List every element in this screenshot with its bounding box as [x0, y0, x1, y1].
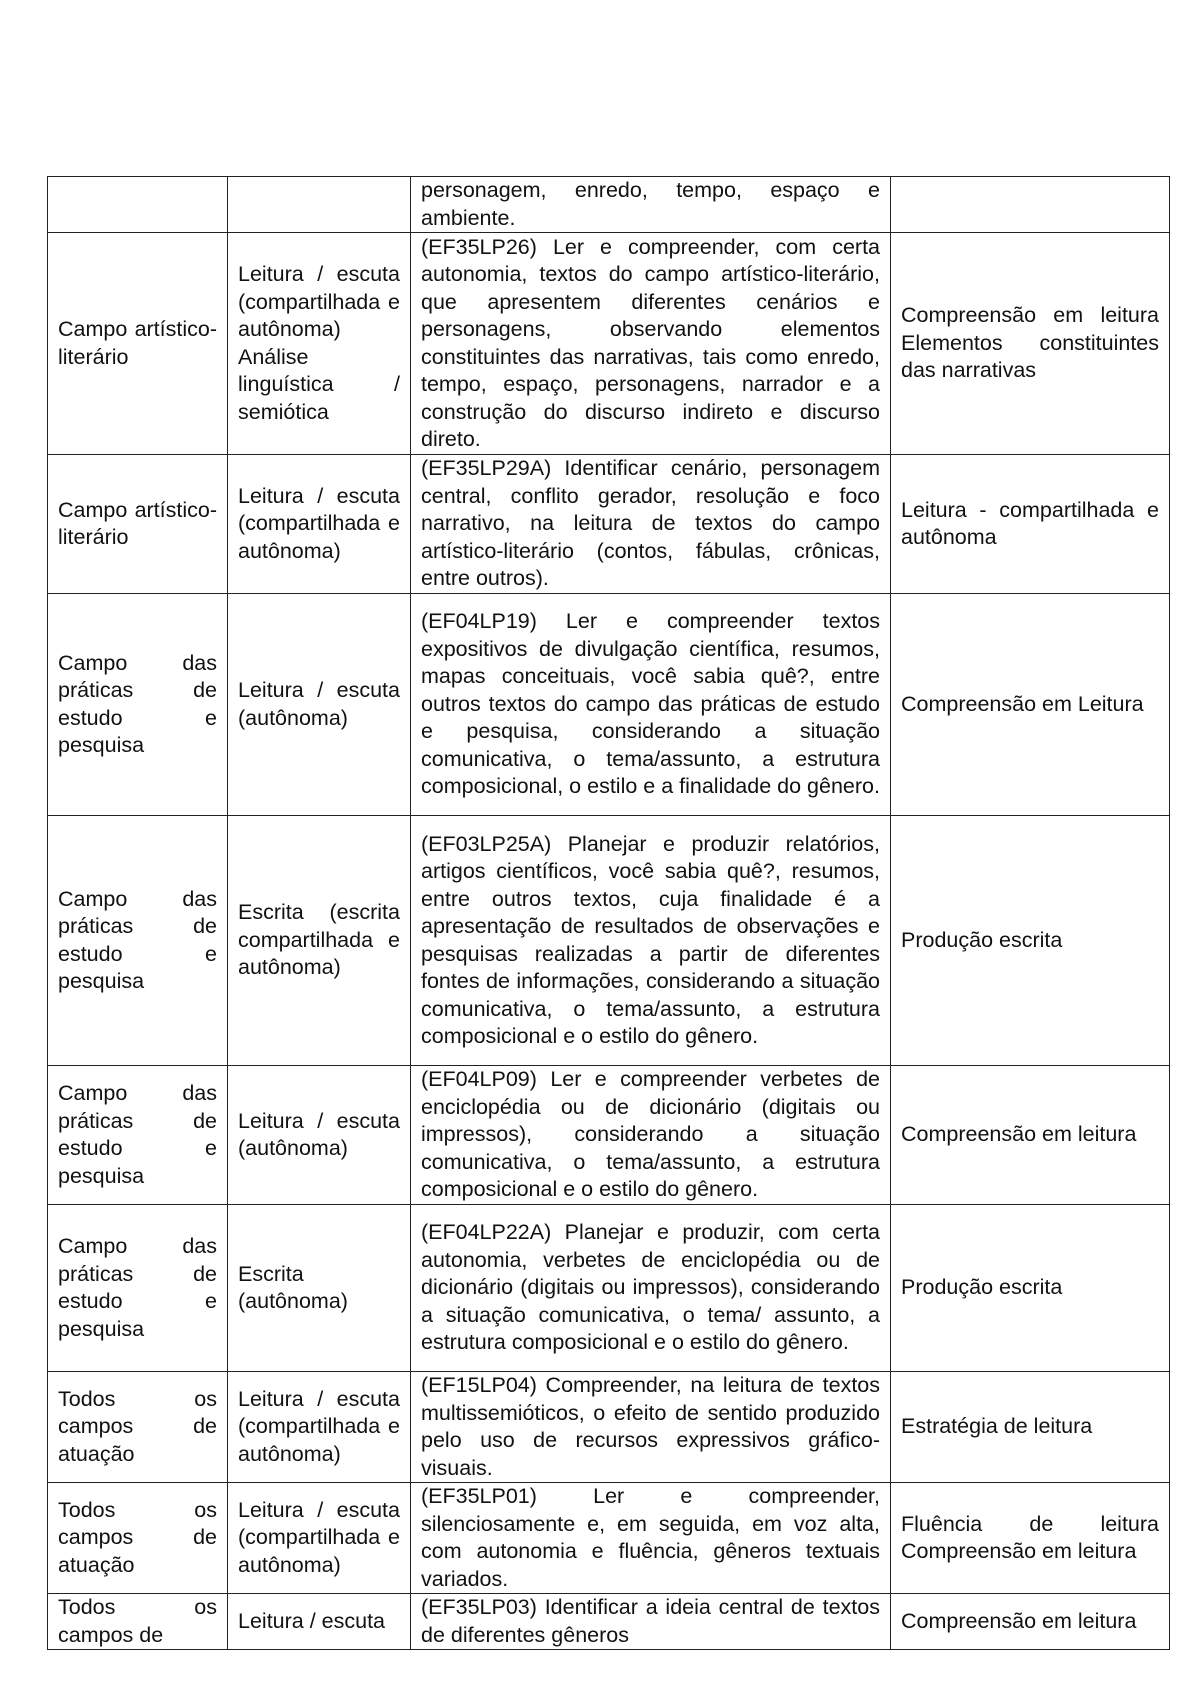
table-row	[48, 233, 1170, 455]
pratica-cell	[228, 177, 411, 233]
campo-cell: Campo das práticas de estudo e pesquisa	[48, 1205, 228, 1372]
table-row	[48, 177, 1170, 233]
campo-cell: Todos os campos de atuação	[48, 1483, 228, 1594]
pratica-cell: Leitura / escuta (compartilhada e autônoma) Análise linguística / semiótica	[228, 233, 411, 455]
table-row	[48, 1205, 1170, 1372]
pratica-cell: Leitura / escuta (compartilhada e autônoma)	[228, 1483, 411, 1594]
campo-cell: Todos os campos de	[48, 1594, 228, 1650]
objeto-cell: Compreensão em leitura	[891, 1594, 1170, 1650]
objeto-cell: Compreensão em leitura	[891, 1066, 1170, 1205]
objeto-cell: Produção escrita	[891, 816, 1170, 1066]
curriculum-table	[47, 176, 1170, 1650]
objeto-cell: Estratégia de leitura	[891, 1372, 1170, 1483]
campo-cell: Campo artístico-literário	[48, 455, 228, 594]
campo-cell	[48, 177, 228, 233]
habilidade-cell: (EF04LP22A) Planejar e produzir, com certa autonomia, verbetes de enciclopédia ou de dicionário (digitais ou impressos), considerando a situação comunicativa, o tema/ assunto, a estrutura composicional e o estilo do gênero.	[411, 1205, 891, 1372]
table-row	[48, 594, 1170, 816]
pratica-cell: Leitura / escuta (compartilhada e autônoma)	[228, 455, 411, 594]
habilidade-cell: (EF04LP19) Ler e compreender textos expositivos de divulgação científica, resumos, mapas conceituais, você sabia quê?, entre outros textos do campo das práticas de estudo e pesquisa, considerando a situação comunicativa, o tema/assunto, a estrutura composicional, o estilo e a finalidade do gênero.	[411, 594, 891, 816]
campo-cell: Campo das práticas de estudo e pesquisa	[48, 816, 228, 1066]
pratica-cell: Leitura / escuta (compartilhada e autônoma)	[228, 1372, 411, 1483]
table-row	[48, 1066, 1170, 1205]
habilidade-cell: (EF04LP09) Ler e compreender verbetes de enciclopédia ou de dicionário (digitais ou impressos), considerando a situação comunicativa, o tema/assunto, a estrutura composicional e o estilo do gênero.	[411, 1066, 891, 1205]
objeto-cell: Compreensão em leitura Elementos constituintes das narrativas	[891, 233, 1170, 455]
campo-cell: Todos os campos de atuação	[48, 1372, 228, 1483]
table-row	[48, 1372, 1170, 1483]
campo-cell: Campo das práticas de estudo e pesquisa	[48, 1066, 228, 1205]
campo-cell: Campo das práticas de estudo e pesquisa	[48, 594, 228, 816]
habilidade-cell: (EF15LP04) Compreender, na leitura de textos multissemióticos, o efeito de sentido produzido pelo uso de recursos expressivos gráfico-visuais.	[411, 1372, 891, 1483]
table-row	[48, 816, 1170, 1066]
objeto-cell: Produção escrita	[891, 1205, 1170, 1372]
objeto-cell	[891, 177, 1170, 233]
pratica-cell: Escrita (autônoma)	[228, 1205, 411, 1372]
table-row	[48, 1483, 1170, 1594]
habilidade-cell: (EF35LP03) Identificar a ideia central de textos de diferentes gêneros	[411, 1594, 891, 1650]
table-row	[48, 1594, 1170, 1650]
pratica-cell: Leitura / escuta (autônoma)	[228, 1066, 411, 1205]
pratica-cell: Leitura / escuta (autônoma)	[228, 594, 411, 816]
objeto-cell: Compreensão em Leitura	[891, 594, 1170, 816]
pratica-cell: Leitura / escuta	[228, 1594, 411, 1650]
objeto-cell: Fluência de leitura Compreensão em leitura	[891, 1483, 1170, 1594]
habilidade-cell: (EF35LP26) Ler e compreender, com certa autonomia, textos do campo artístico-literário, que apresentem diferentes cenários e personagens, observando elementos constituintes das narrativas, tais como enredo, tempo, espaço, personagens, narrador e a construção do discurso indireto e discurso direto.	[411, 233, 891, 455]
table-row	[48, 455, 1170, 594]
pratica-cell: Escrita (escrita compartilhada e autônoma)	[228, 816, 411, 1066]
habilidade-cell: (EF35LP01) Ler e compreender, silenciosamente e, em seguida, em voz alta, com autonomia e fluência, gêneros textuais variados.	[411, 1483, 891, 1594]
habilidade-cell: personagem, enredo, tempo, espaço e ambiente.	[411, 177, 891, 233]
campo-cell: Campo artístico-literário	[48, 233, 228, 455]
objeto-cell: Leitura - compartilhada e autônoma	[891, 455, 1170, 594]
habilidade-cell: (EF03LP25A) Planejar e produzir relatórios, artigos científicos, você sabia quê?, resumos, entre outros textos, cuja finalidade é a apresentação de resultados de observações e pesquisas realizadas a partir de diferentes fontes de informações, considerando a situação comunicativa, o tema/assunto, a estrutura composicional e o estilo do gênero.	[411, 816, 891, 1066]
habilidade-cell: (EF35LP29A) Identificar cenário, personagem central, conflito gerador, resolução e foco narrativo, na leitura de textos do campo artístico-literário (contos, fábulas, crônicas, entre outros).	[411, 455, 891, 594]
